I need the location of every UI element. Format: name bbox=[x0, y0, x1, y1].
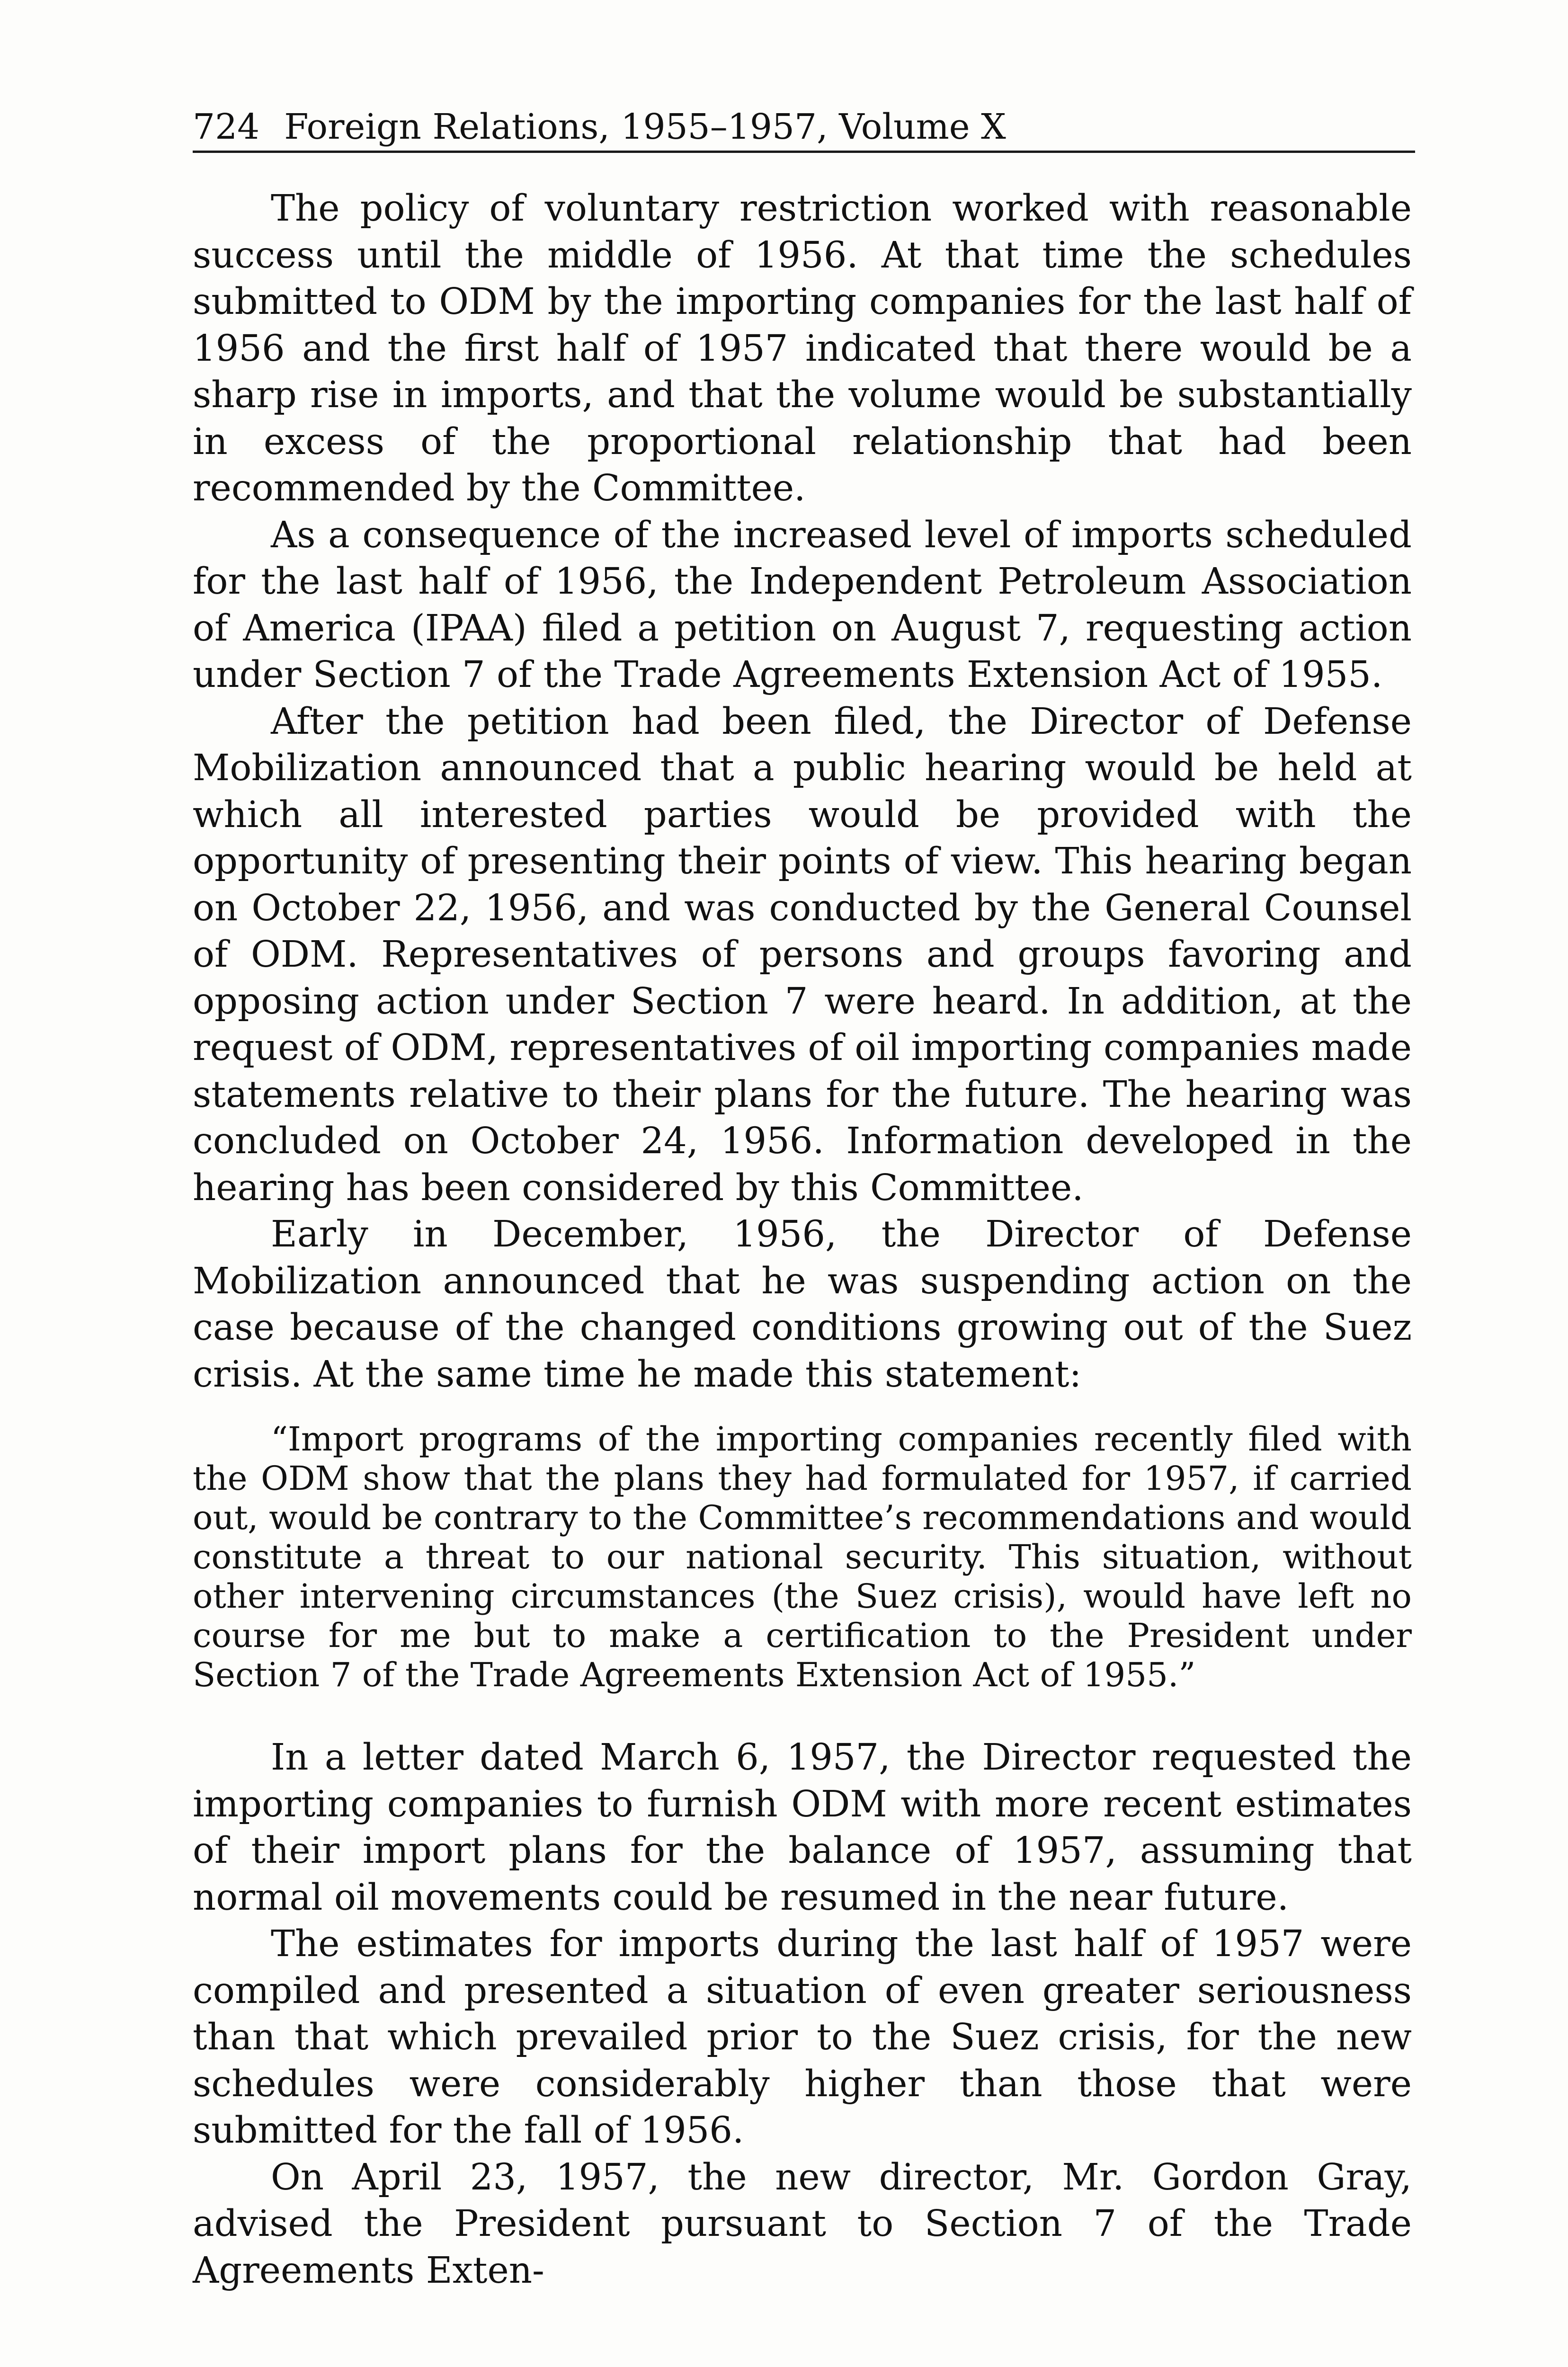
paragraph: In a letter dated March 6, 1957, the Director requested the importing companies to furnish ODM with more recent estimates of their import plans for the balance of 1957, assuming that normal oil movements could be resumed in the near future. bbox=[193, 1736, 1412, 1919]
running-title: Foreign Relations, 1955–1957, Volume X bbox=[284, 107, 1006, 147]
paragraph: Early in December, 1956, the Director of Defense Mobilization announced that he was suspending action on the case because of the changed conditions growing out of the Suez crisis. At the same time he made this statement: bbox=[193, 1213, 1412, 1396]
paragraph: The policy of voluntary restriction worked with reasonable success until the middle of 1956. At that time the schedules submitted to ODM by the importing companies for the last half of 1956 and the first half of 1957 indicated that there would be a sharp rise in imports, and that the volume would be substantially in excess of the proportional relationship that had been recommended by the Committee. bbox=[193, 187, 1412, 509]
paragraph: As a consequence of the increased level of imports scheduled for the last half of 1956, the Independent Petroleum Association of America (IPAA) filed a petition on August 7, requesting action under Section 7 of the Trade Agreements Extension Act of 1955. bbox=[193, 514, 1412, 696]
block-quote: “Import programs of the importing companies recently filed with the ODM show that the plans they had formulated for 1957, if carried out, would be contrary to the Committee’s recommendations and would constitute a threat to our national security. This situation, without other intervening circumstances (the Suez crisis), would have left no course for me but to make a certification to the President under Section 7 of the Trade Agreements Extension Act of 1955.” bbox=[193, 1420, 1412, 1694]
page-number: 724 bbox=[193, 107, 260, 147]
running-header bbox=[193, 103, 1415, 153]
body-text bbox=[193, 186, 1412, 2294]
paragraph: On April 23, 1957, the new director, Mr. Gordon Gray, advised the President pursuant to Section 7 of the Trade Agreements Exten- bbox=[193, 2156, 1412, 2292]
paragraph: The estimates for imports during the last half of 1957 were compiled and presented a situation of even greater seriousness than that which prevailed prior to the Suez crisis, for the new schedules were considerably higher than those that were submitted for the fall of 1956. bbox=[193, 1923, 1412, 2152]
paragraph: After the petition had been filed, the Director of Defense Mobilization announced that a public hearing would be held at which all interested parties would be provided with the opportunity of presenting their points of view. This hearing began on October 22, 1956, and was conducted by the General Counsel of ODM. Representatives of persons and groups favoring and opposing action under Section 7 were heard. In addition, at the request of ODM, representatives of oil importing companies made statements relative to their plans for the future. The hearing was concluded on October 24, 1956. Information developed in the hearing has been considered by this Committee. bbox=[193, 700, 1412, 1209]
